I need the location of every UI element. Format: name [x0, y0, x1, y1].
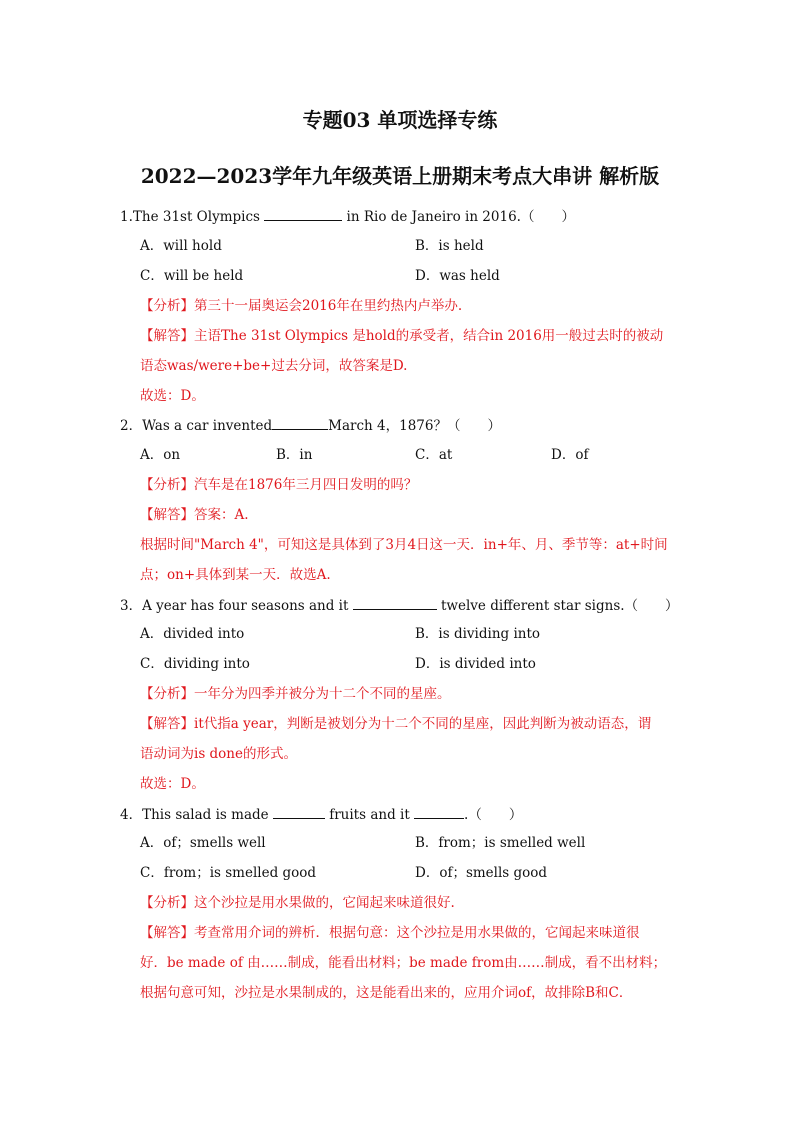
- question-3-option-d: D．is divided into: [415, 656, 536, 672]
- question-1-stem-b: in Rio de Janeiro in 2016.（ ）: [342, 209, 575, 225]
- question-1-answer-line-1: 【解答】主语The 31st Olympics 是hold的承受者，结合in 2016用一般过去时的被动: [140, 328, 664, 344]
- answer-blank: [272, 416, 328, 430]
- question-2-answer-line-1: 【解答】答案：A.: [140, 507, 249, 523]
- question-1-option-c: C．will be held: [140, 268, 244, 284]
- question-2-answer-line-2: 根据时间"March 4"，可知这是具体到了3月4日这一天．in+年、月、季节等：at+时间: [140, 537, 668, 553]
- answer-blank: [273, 805, 325, 819]
- question-1-stem: [120, 207, 575, 226]
- question-3-answer-line-2: 语动词为is done的形式。: [140, 746, 297, 762]
- question-2-option-a: A．on: [140, 447, 181, 463]
- question-2-stem: [120, 416, 501, 435]
- answer-blank: [264, 207, 342, 221]
- question-4-answer-line-1: 【解答】考查常用介词的辨析．根据句意：这个沙拉是用水果做的，它闻起来味道很: [140, 925, 640, 941]
- question-3-stem-a: 3．A year has four seasons and it: [120, 598, 353, 614]
- question-4-stem-b: fruits and it: [324, 807, 415, 823]
- question-3-conclusion: 故选：D。: [140, 776, 205, 792]
- question-4-option-a: A．of；smells well: [140, 835, 266, 851]
- question-3-answer-line-1: 【解答】it代指a year，判断是被划分为十二个不同的星座，因此判断为被动语态，谓: [140, 716, 652, 732]
- question-4-analysis: 【分析】这个沙拉是用水果做的，它闻起来味道很好.: [140, 895, 455, 911]
- question-2-stem-a: 2．Was a car invented: [120, 418, 273, 434]
- question-2-stem-b: March 4，1876？（ ）: [328, 418, 501, 434]
- page-subtitle: 2022—2023学年九年级英语上册期末考点大串讲 解析版: [140, 164, 660, 188]
- question-4-option-d: D．of；smells good: [415, 865, 548, 881]
- question-1-option-b: B．is held: [415, 238, 484, 254]
- question-1-conclusion: 故选：D。: [140, 388, 205, 404]
- question-3-stem-b: twelve different star signs.（ ）: [436, 598, 679, 614]
- question-1-analysis: 【分析】第三十一届奥运会2016年在里约热内卢举办.: [140, 298, 463, 314]
- question-4-answer-line-3: 根据句意可知，沙拉是水果制成的，这是能看出来的，应用介词of，故排除B和C．: [140, 985, 633, 1001]
- question-4-stem-a: 4．This salad is made: [120, 807, 273, 823]
- question-1-option-d: D．was held: [415, 268, 500, 284]
- question-2-option-d: D．of: [551, 447, 589, 463]
- question-2-analysis: 【分析】汽车是在1876年三月四日发明的吗？: [140, 477, 418, 493]
- page-title: 专题03 单项选择专练: [302, 108, 498, 132]
- question-3-stem: [120, 596, 679, 615]
- question-3-analysis: 【分析】一年分为四季并被分为十二个不同的星座。: [140, 686, 451, 702]
- question-3-option-b: B．is dividing into: [415, 626, 541, 642]
- question-2-option-c: C．at: [415, 447, 453, 463]
- question-1-answer-line-2: 语态was/were+be+过去分词，故答案是D.: [140, 358, 408, 374]
- question-3-option-a: A．divided into: [140, 626, 245, 642]
- question-4-option-b: B．from；is smelled well: [415, 835, 586, 851]
- question-4-stem: [120, 805, 522, 824]
- question-4-option-c: C．from；is smelled good: [140, 865, 317, 881]
- question-1-option-a: A．will hold: [140, 238, 222, 254]
- question-1-stem-a: 1.The 31st Olympics: [120, 209, 265, 225]
- question-2-answer-line-3: 点；on+具体到某一天．故选A.: [140, 567, 331, 583]
- answer-blank: [414, 805, 464, 819]
- question-2-option-b: B．in: [276, 447, 313, 463]
- question-4-answer-line-2: 好．be made of 由……制成，能看出材料；be made from由……制成，看不出材料；: [140, 955, 667, 971]
- question-3-option-c: C．dividing into: [140, 656, 250, 672]
- question-4-stem-c: .（ ）: [464, 807, 523, 823]
- answer-blank: [353, 596, 437, 610]
